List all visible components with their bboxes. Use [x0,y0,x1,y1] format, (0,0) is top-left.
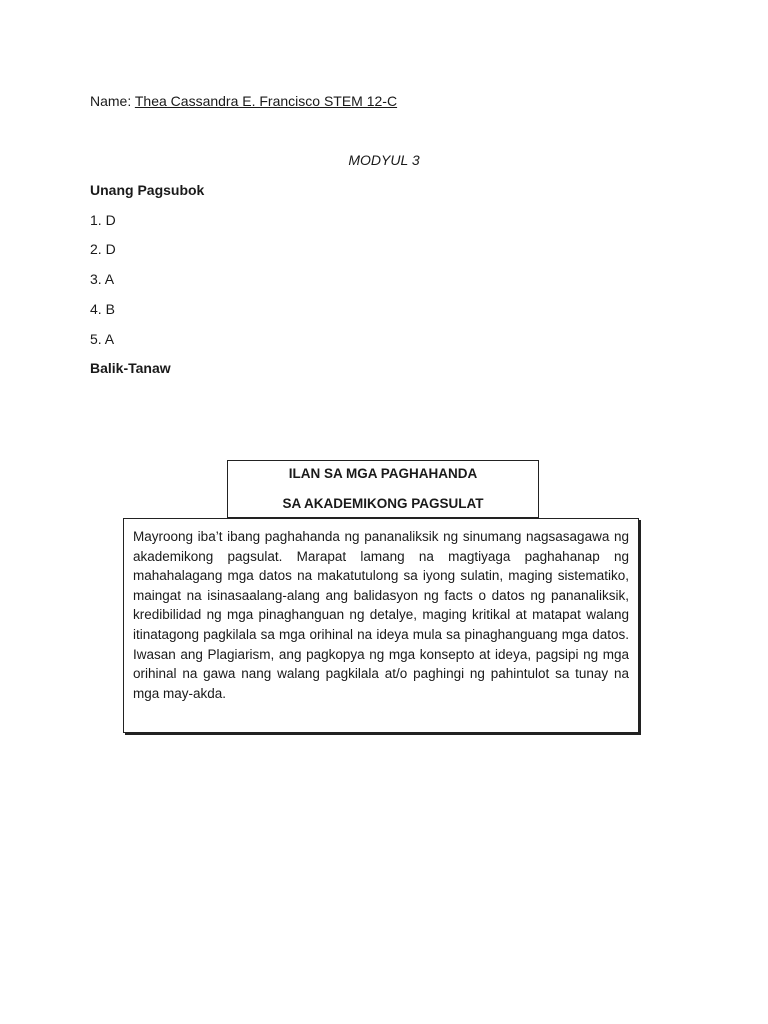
answer-item: 4. B [90,301,115,317]
box-title [227,460,539,518]
answer-item: 3. A [90,271,115,287]
box-title-line-2: SA AKADEMIKONG PAGSULAT [282,496,484,511]
box-body [123,518,639,733]
answer-item: 2. D [90,241,116,257]
box-title-line-1: ILAN SA MGA PAGHAHANDA [288,466,478,481]
unang-pagsubok-heading: Unang Pagsubok [90,182,205,198]
module-title: MODYUL 3 [348,152,420,168]
answer-item: 5. A [90,331,115,347]
name-value: Thea Cassandra E. Francisco STEM 12-C [134,93,398,109]
name-label: Name: [90,93,132,109]
name-line [90,93,397,109]
answer-item: 1. D [90,212,116,228]
balik-tanaw-heading: Balik-Tanaw [90,360,171,376]
box-body-text: Mayroong iba’t ibang paghahanda ng pananaliksik ng sinumang nagsasagawa ng akademikong pagsulat. Marapat lamang na magtiyaga paghahanap ng mahahalagang mga datos na makatutulong sa iyong sulatin, maging sistematiko, maingat na isinasaalang-alang ang balidasyon ng facts o datos ng pananaliksik, kredibilidad ng mga pinaghanguan ng detalye, maging kritikal at matapat walang itinatagong pagkilala sa mga orihinal na ideya mula sa pinaghanguang mga datos. Iwasan ang Plagiarism, ang pagkopya ng mga konsepto at ideya, pagsipi ng mga orihinal na gawa nang walang pagkilala at/o paghingi ng pahintulot sa tunay na mga may-akda. [133,529,629,701]
